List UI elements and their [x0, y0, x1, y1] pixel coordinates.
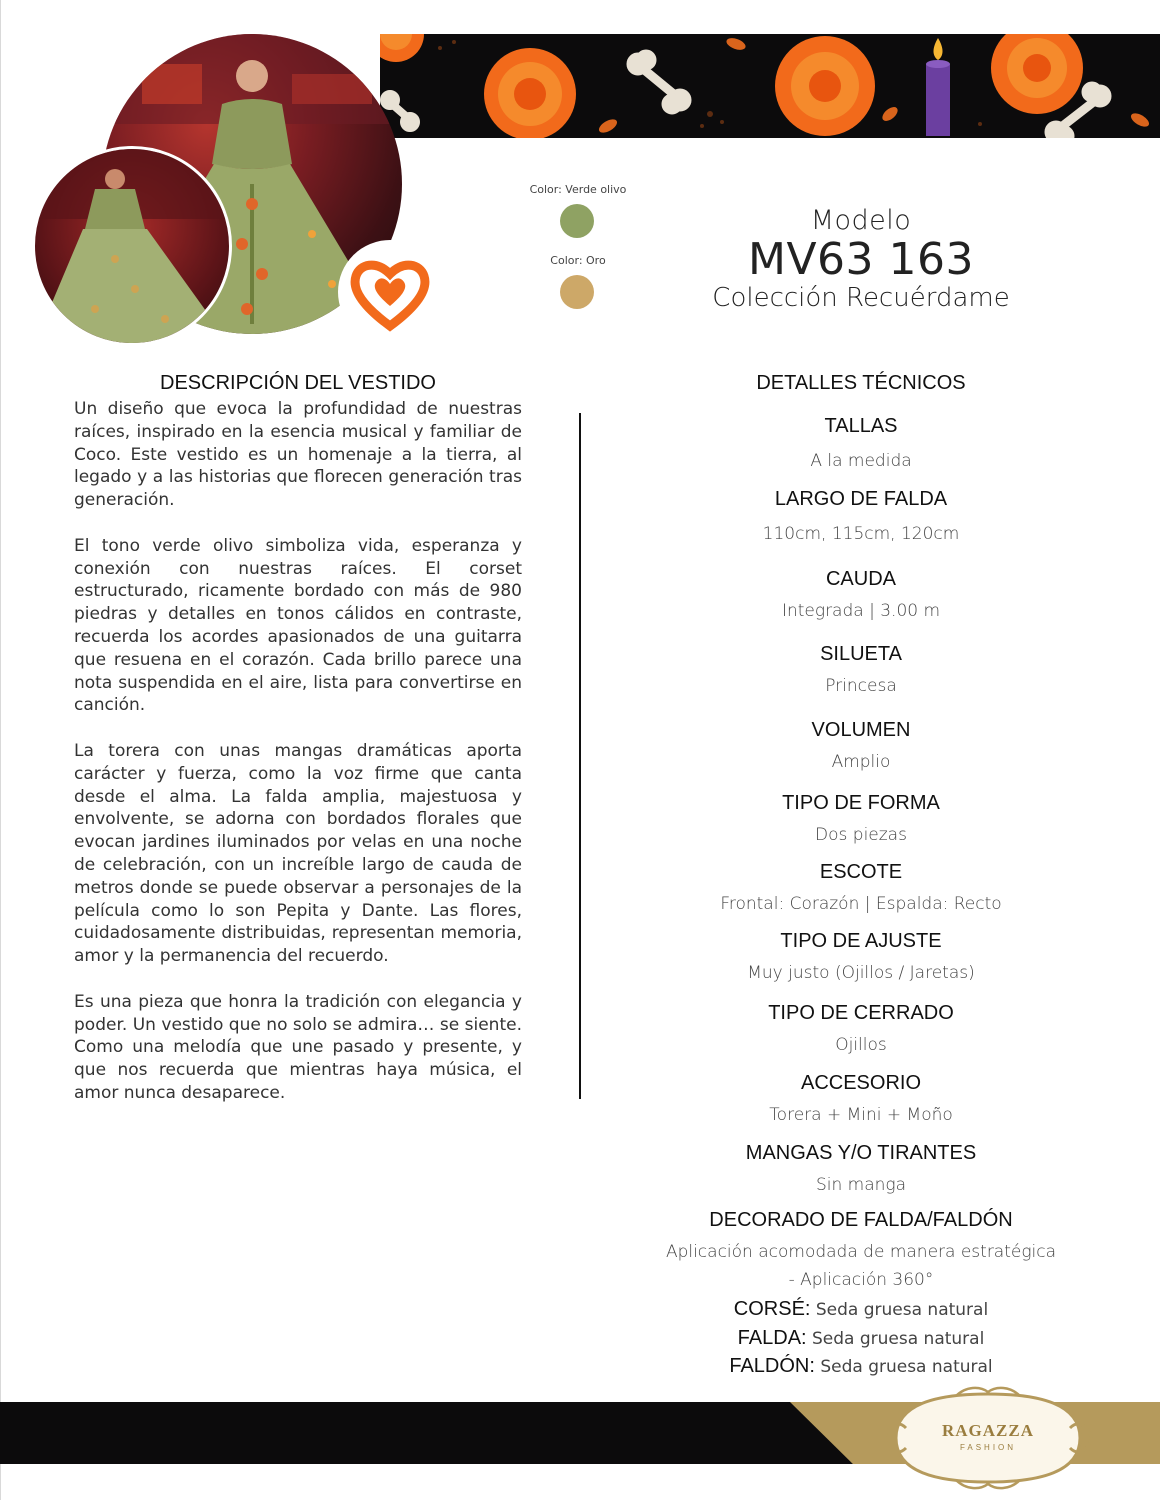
- model-code: MV63 163: [747, 234, 975, 285]
- swatch-label-verde-olivo: Color: Verde olivo: [529, 183, 627, 196]
- material-label: FALDÓN:: [729, 1355, 815, 1377]
- tech-label-accesorio: ACCESORIO: [800, 1072, 922, 1094]
- tech-label-tallas: TALLAS: [824, 415, 898, 437]
- swatch-label-oro: Color: Oro: [550, 254, 606, 267]
- color-swatch-verde-olivo[interactable]: [560, 204, 594, 238]
- material-faldon: [640, 1355, 1082, 1378]
- tech-label-cauda: CAUDA: [825, 568, 896, 590]
- tech-value-mangas: Sin manga: [815, 1175, 907, 1195]
- tech-value-tipo-cerrado: Ojillos: [835, 1035, 887, 1055]
- dress-photo-back: [32, 146, 232, 346]
- tech-label-silueta: SILUETA: [820, 643, 902, 665]
- material-label: FALDA:: [737, 1327, 807, 1349]
- description-paragraph: La torera con unas mangas dramáticas aporta carácter y fuerza, como la voz firme que canta desde el alma. La falda amplia, majestuosa y envolvente, se adorna con bordados florales que evocan jardines iluminados por velas en una noche de celebración, con un increíble largo de cauda de metros donde se puede observar a personajes de la película como lo son Pepita y Dante. Las flores, cuidadosamente distribuidas, representan memoria, amor y la permanencia del recuerdo.: [74, 740, 522, 967]
- brand-sub: FASHION: [959, 1443, 1017, 1452]
- description-paragraph: El tono verde olivo simboliza vida, esperanza y conexión con nuestras raíces. El corset estructurado, ricamente bordado con más de 980 piedras y detalles en tonos cálidos en contraste, recuerda los acordes apasionados de una guitarra que resuena en el corazón. Cada brillo parece una nota suspendida en el aire, lista para convertirse en canción.: [74, 535, 522, 716]
- material-value: Seda gruesa natural: [820, 1357, 993, 1377]
- tech-value-tipo-ajuste: Muy justo (Ojillos / Jaretas): [747, 963, 975, 983]
- collection-name: Colección Recuérdame: [712, 283, 1010, 313]
- description-title: DESCRIPCIÓN DEL VESTIDO: [160, 372, 436, 394]
- tech-value-cauda: Integrada | 3.00 m: [781, 601, 941, 621]
- banner-pattern: [380, 34, 1160, 138]
- tech-value-decorado: Aplicación acomodada de manera estratégica: [665, 1242, 1057, 1262]
- tech-value-accesorio: Torera + Mini + Moño: [769, 1105, 953, 1125]
- tech-label-tipo-cerrado: TIPO DE CERRADO: [768, 1002, 954, 1024]
- tech-value-silueta: Princesa: [825, 676, 897, 696]
- tech-label-decorado: DECORADO DE FALDA/FALDÓN: [709, 1209, 1013, 1231]
- tech-label-volumen: VOLUMEN: [811, 719, 911, 741]
- tech-value-largo-falda: 110cm, 115cm, 120cm: [762, 524, 960, 544]
- bone-icon: [631, 54, 687, 110]
- tech-label-tipo-ajuste: TIPO DE AJUSTE: [780, 930, 942, 952]
- ornate-frame-icon: [876, 1384, 1100, 1492]
- material-falda: [640, 1327, 1082, 1350]
- tech-label-mangas: MANGAS Y/O TIRANTES: [745, 1142, 977, 1164]
- tech-value-tallas: A la medida: [810, 451, 912, 471]
- description-paragraph: Un diseño que evoca la profundidad de nuestras raíces, inspirado en la esencia musical y familiar de Coco. Este vestido es un homenaje a la tierra, al legado y a las historias que florecen generación tras generación.: [74, 399, 522, 511]
- tech-value-tipo-forma: Dos piezas: [815, 825, 907, 845]
- tech-value-decorado-2: - Aplicación 360°: [788, 1270, 934, 1290]
- material-label: CORSÉ:: [733, 1298, 811, 1320]
- tech-label-tipo-forma: TIPO DE FORMA: [782, 792, 940, 814]
- tech-value-volumen: Amplio: [831, 752, 891, 772]
- marigold-flower-icon: [484, 48, 576, 138]
- marigold-flower-icon: [991, 34, 1083, 114]
- material-corse: [640, 1298, 1082, 1321]
- tech-label-largo-falda: LARGO DE FALDA: [774, 488, 948, 510]
- candle-icon: [926, 38, 950, 136]
- papel-picado-heart-icon: [338, 240, 442, 344]
- tech-label-escote: ESCOTE: [819, 861, 903, 883]
- ragazza-logo: [876, 1384, 1100, 1492]
- papel-picado-heart-badge: [338, 240, 442, 344]
- color-swatch-oro[interactable]: [560, 275, 594, 309]
- model-word: Modelo: [810, 205, 912, 236]
- description-body: [74, 398, 522, 1128]
- page-edge: [0, 0, 1, 1500]
- material-value: Seda gruesa natural: [815, 1300, 989, 1320]
- dia-de-muertos-banner: [380, 34, 1160, 138]
- marigold-flower-icon: [775, 36, 875, 136]
- marigold-flower-icon: [380, 34, 424, 62]
- material-value: Seda gruesa natural: [812, 1329, 985, 1349]
- brand-name: RAGAZZA: [941, 1421, 1035, 1440]
- dress-photo-back-illustration: [35, 149, 229, 343]
- column-divider: [579, 413, 581, 1099]
- tech-value-escote: Frontal: Corazón | Espalda: Recto: [720, 894, 1002, 914]
- description-paragraph: Es una pieza que honra la tradición con elegancia y poder. Un vestido que no solo se admira… se siente. Como una melodía que une pasado y presente, y que nos recuerda que mientras haya música, el amor nunca desaparece.: [74, 991, 522, 1103]
- model-header: [640, 205, 1082, 313]
- tech-details-title: DETALLES TÉCNICOS: [756, 372, 966, 394]
